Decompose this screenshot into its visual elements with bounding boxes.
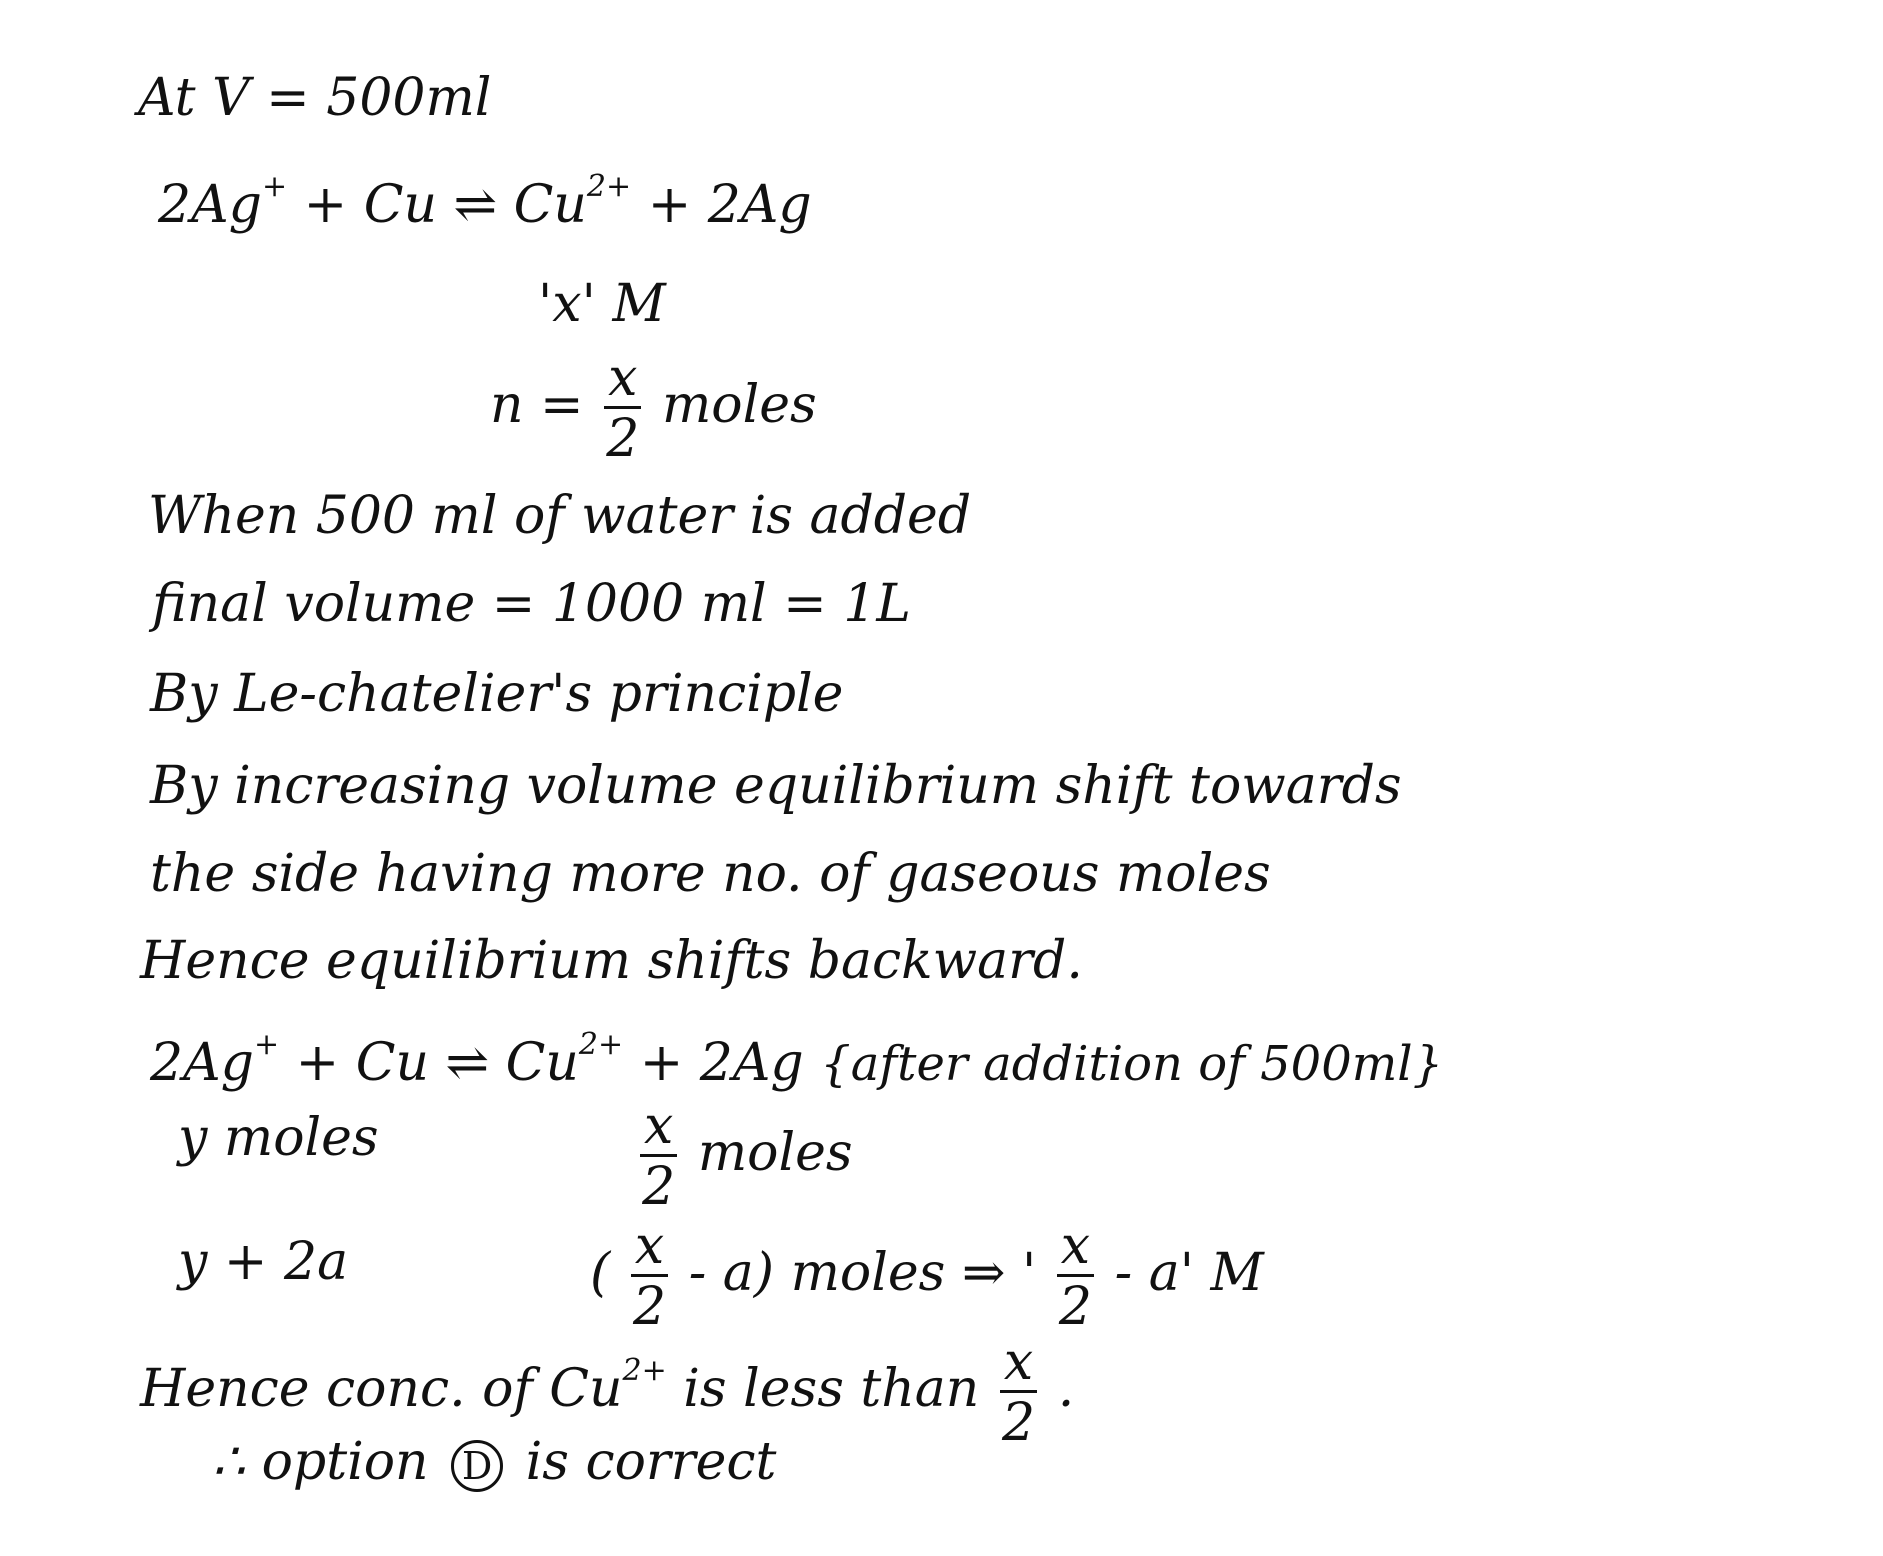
circled-option-d: D xyxy=(451,1440,503,1492)
fraction-x-over-2: $\frac{x}{2}$ xyxy=(631,1220,668,1333)
reaction-equation-initial: 2Ag+ + Cu ⇌ $Cu^{2+} + 2Ag$ xyxy=(158,169,812,235)
fraction-x-over-2: $\frac{x}{2}$ xyxy=(1000,1336,1037,1449)
line-y-plus-2a: y + 2a xyxy=(178,1232,349,1292)
line-gaseous-moles: the side having more no. of gaseous moles xyxy=(150,844,1271,904)
line-volume: At V = 500ml xyxy=(138,68,492,128)
line-x-over-2-moles: $\frac{x}{2}$ moles xyxy=(636,1100,853,1213)
fraction-x-over-2: $\frac{x}{2}$ xyxy=(640,1100,677,1213)
fraction-x-over-2: $\frac{x}{2}$ xyxy=(1057,1220,1094,1333)
line-water-added: When 500 ml of water is added xyxy=(148,486,972,546)
line-concentration-x: 'x' M xyxy=(538,274,666,334)
fraction-x-over-2: $\frac{x}{2}$ xyxy=(604,352,641,465)
line-increasing-volume: By increasing volume equilibrium shift towards xyxy=(150,756,1402,816)
reaction-equation-after: 2Ag+ + Cu ⇌ $Cu^{2+} + 2Ag$ {after addition of 500ml} xyxy=(150,1027,1444,1093)
line-x-over-2-minus-a: ( $\frac{x}{2}$ - a) moles ⇒ ' $\frac{x}{2}$ - a' M xyxy=(590,1216,1264,1337)
equilibrium-arrow-icon: ⇌ xyxy=(445,1033,490,1093)
equilibrium-arrow-icon: ⇌ xyxy=(453,175,498,235)
line-le-chatelier: By Le-chatelier's principle xyxy=(150,664,844,724)
line-moles-n: n = $\frac{x}{2}$ moles xyxy=(490,348,817,469)
line-conclusion-conc: Hence conc. of $Cu^{2+}$ is less than $\frac{x}{2}$ . xyxy=(140,1332,1075,1453)
line-correct-option: ∴ option D is correct xyxy=(212,1432,777,1492)
line-shift-backward: Hence equilibrium shifts backward. xyxy=(140,931,1083,991)
line-y-moles: y moles xyxy=(178,1108,379,1168)
line-final-volume: final volume = 1000 ml = 1L xyxy=(152,574,911,634)
